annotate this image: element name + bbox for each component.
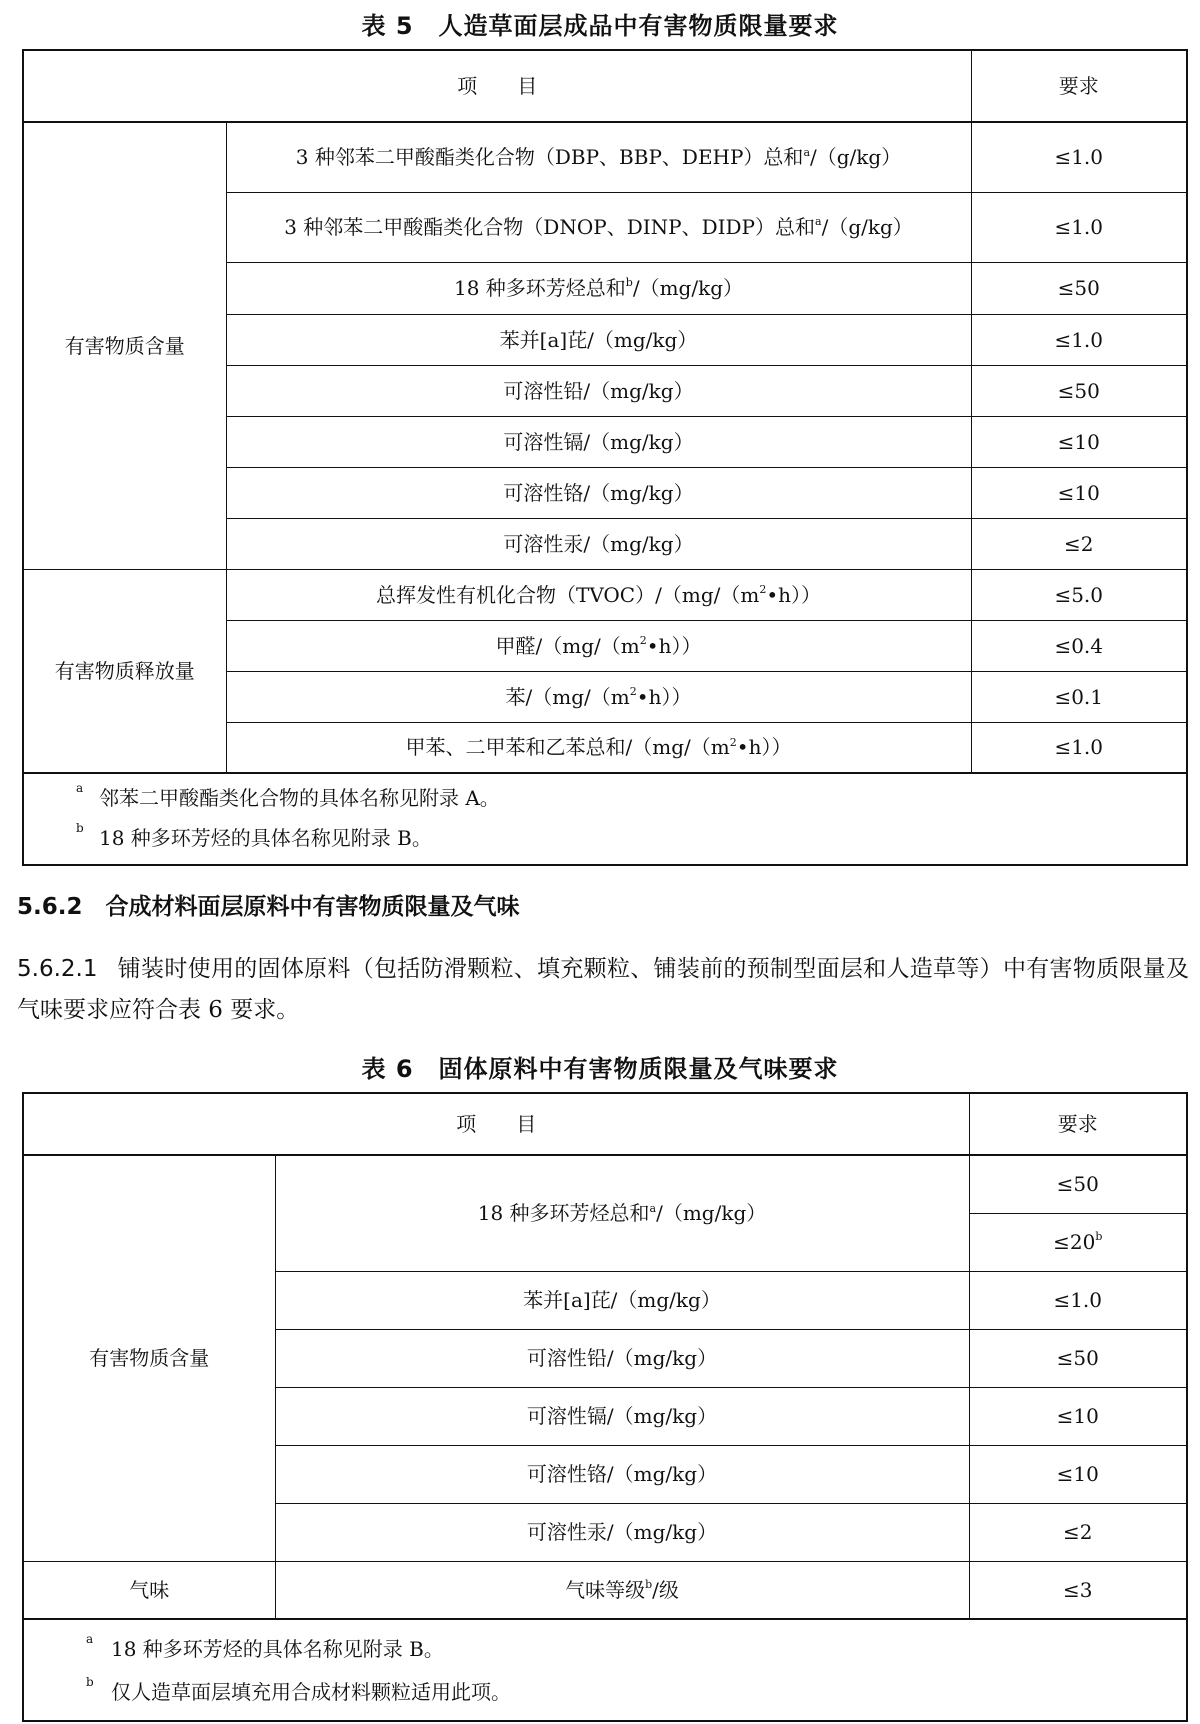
footnote: a 18 种多环芳烃的具体名称见附录 B。 — [86, 1632, 444, 1661]
table-cell-req: ≤1.0 — [971, 192, 1187, 262]
table-cell-req: ≤0.4 — [971, 620, 1187, 671]
section-paragraph: 5.6.2.1 铺装时使用的固体原料（包括防滑颗粒、填充颗粒、铺装前的预制型面层和人造草等）中有害物质限量及气味要求应符合表 6 要求。 — [17, 956, 1189, 1023]
table-cell-req: $\le 20^b$ — [969, 1213, 1187, 1271]
footnote: a 邻苯二甲酸酯类化合物的具体名称见附录 A。 — [76, 781, 500, 810]
table5-notes — [23, 773, 1187, 865]
table5-caption: 表 5 人造草面层成品中有害物质限量要求 — [361, 12, 839, 40]
table6 — [22, 1092, 1188, 1722]
table-cell-req: ≤2 — [971, 518, 1187, 569]
table5-header-item: 项 目 — [23, 50, 971, 122]
table-cell-req: ≤50 — [971, 365, 1187, 416]
table-cell-req: ≤10 — [969, 1387, 1187, 1445]
table-cell-item: 可溶性铬/（mg/kg） — [226, 467, 971, 518]
table-cell-item: 3 种邻苯二甲酸酯类化合物（DNOP、DINP、DIDP）总和$^a$/（g/kg） — [226, 192, 971, 262]
table-cell-req: ≤50 — [971, 262, 1187, 314]
table-row — [23, 122, 1187, 192]
table6-odor-label: 气味 — [23, 1561, 275, 1619]
table-cell-item: 可溶性汞/（mg/kg） — [275, 1503, 969, 1561]
table-row — [23, 1561, 1187, 1619]
table6-notes — [23, 1619, 1187, 1721]
table-cell-item: 可溶性汞/（mg/kg） — [226, 518, 971, 569]
table5-group-label: 有害物质含量 — [23, 122, 226, 569]
table-cell-req: ≤0.1 — [971, 671, 1187, 722]
table-cell-req: ≤1.0 — [969, 1271, 1187, 1329]
table6-header-row — [23, 1093, 1187, 1155]
table-cell-item: 18 种多环芳烃总和$^a$/（mg/kg） — [275, 1155, 969, 1271]
table5-header-req: 要求 — [971, 50, 1187, 122]
table-cell-req: ≤1.0 — [971, 314, 1187, 365]
table-cell-item: 18 种多环芳烃总和$^b$/（mg/kg） — [226, 262, 971, 314]
table-cell-item: 甲醛$/(mg/(m^2•h))$ — [226, 620, 971, 671]
table-cell-item: 可溶性铅/（mg/kg） — [226, 365, 971, 416]
table-cell-item: 苯并[a]芘/（mg/kg） — [226, 314, 971, 365]
table-cell-item: 3 种邻苯二甲酸酯类化合物（DBP、BBP、DEHP）总和$^a$/（g/kg） — [226, 122, 971, 192]
table-cell-req: ≤10 — [969, 1445, 1187, 1503]
table-cell-item: 苯$/(mg/(m^2•h))$ — [226, 671, 971, 722]
table5-notes-row — [23, 773, 1187, 865]
table-cell-item: 可溶性铬/（mg/kg） — [275, 1445, 969, 1503]
table6-notes-row — [23, 1619, 1187, 1721]
table6-header-req: 要求 — [969, 1093, 1187, 1155]
table-row — [23, 1155, 1187, 1213]
table5-group-label: 有害物质释放量 — [23, 569, 226, 773]
table-cell-req: ≤50 — [969, 1329, 1187, 1387]
table-cell-req: ≤1.0 — [971, 122, 1187, 192]
table6-caption: 表 6 固体原料中有害物质限量及气味要求 — [361, 1055, 839, 1083]
table-cell-req: ≤10 — [971, 467, 1187, 518]
footnote: b 18 种多环芳烃的具体名称见附录 B。 — [76, 821, 432, 850]
table5-header-row — [23, 50, 1187, 122]
table-cell-item: 可溶性镉/（mg/kg） — [275, 1387, 969, 1445]
table5 — [22, 49, 1188, 866]
table-cell-req: ≤50 — [969, 1155, 1187, 1213]
footnote: b 仅人造草面层填充用合成材料颗粒适用此项。 — [86, 1675, 511, 1704]
table-cell-req: ≤5.0 — [971, 569, 1187, 620]
table6-header-item: 项 目 — [23, 1093, 969, 1155]
table-cell-req: ≤1.0 — [971, 722, 1187, 773]
table-cell-req: ≤3 — [969, 1561, 1187, 1619]
table-cell-item: 甲苯、二甲苯和乙苯总和$/(mg/(m^2•h))$ — [226, 722, 971, 773]
table-cell-item: 苯并[a]芘/（mg/kg） — [275, 1271, 969, 1329]
table-cell-item: 可溶性铅/（mg/kg） — [275, 1329, 969, 1387]
table-cell-req: ≤2 — [969, 1503, 1187, 1561]
table-cell-item: 总挥发性有机化合物$(TVOC)/(mg/(m^2•h))$ — [226, 569, 971, 620]
table6-group-label: 有害物质含量 — [23, 1155, 275, 1561]
table-cell-req: ≤10 — [971, 416, 1187, 467]
section-heading: 5.6.2 合成材料面层原料中有害物质限量及气味 — [17, 894, 520, 920]
table-cell-item: 可溶性镉/（mg/kg） — [226, 416, 971, 467]
table-row — [23, 569, 1187, 620]
table-cell-item: 气味等级$^b$/级 — [275, 1561, 969, 1619]
